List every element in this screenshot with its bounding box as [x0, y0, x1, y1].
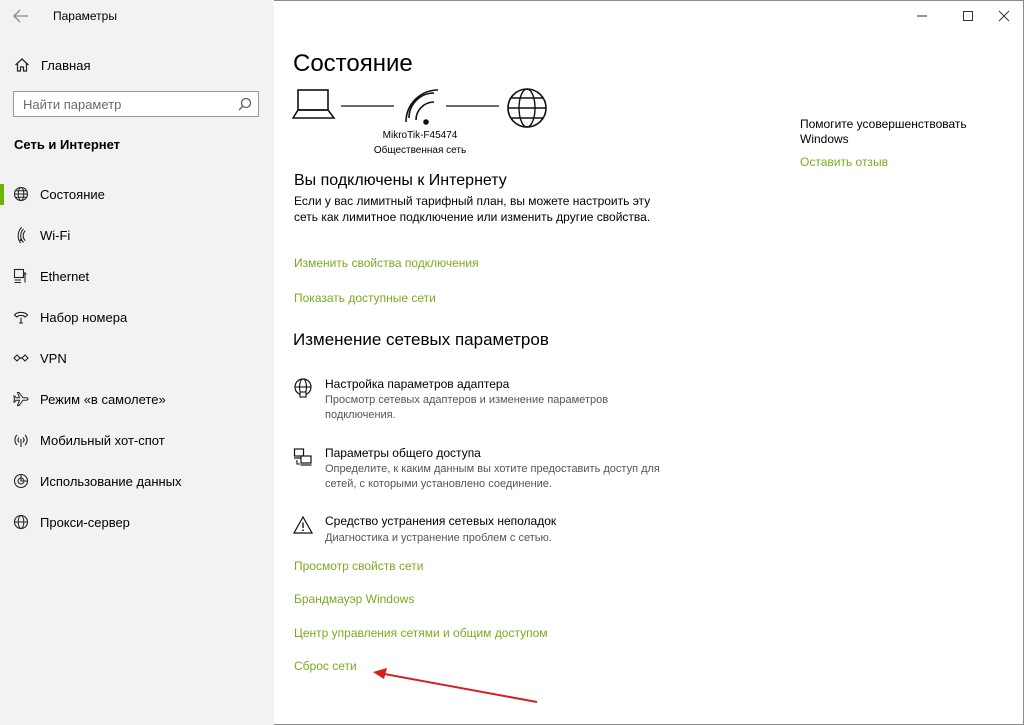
- sharing-settings-title[interactable]: Параметры общего доступа: [325, 446, 481, 460]
- windows-firewall-link[interactable]: Брандмауэр Windows: [294, 592, 415, 606]
- sidebar-item-label: Мобильный хот-спот: [40, 433, 165, 448]
- help-improve-text: Помогите усовершенствовать Windows: [800, 117, 967, 146]
- annotation-arrow-icon: [365, 664, 545, 709]
- sidebar-item-airplane[interactable]: [0, 384, 274, 414]
- adapter-settings-title[interactable]: Настройка параметров адаптера: [325, 377, 510, 391]
- connected-text: Если у вас лимитный тарифный план, вы можете настроить эту сеть как лимитное подключение или изменить другие свойства.: [294, 194, 651, 224]
- titlebar-left: [0, 0, 274, 32]
- sidebar-item-vpn[interactable]: [0, 343, 274, 373]
- network-name: MikroTik-F45474: [382, 130, 458, 141]
- minimize-icon: [916, 10, 928, 22]
- troubleshooter-desc: Диагностика и устранение проблем с сетью.: [325, 532, 552, 544]
- sidebar: [0, 0, 274, 725]
- adapter-globe-icon: [293, 378, 313, 398]
- app-title: Параметры: [53, 9, 117, 23]
- airplane-icon: [13, 391, 29, 407]
- network-sharing-center-link[interactable]: Центр управления сетями и общим доступом: [294, 626, 548, 640]
- sidebar-item-status[interactable]: [0, 179, 274, 209]
- troubleshooter-title[interactable]: Средство устранения сетевых неполадок: [325, 514, 557, 528]
- minimize-button[interactable]: [905, 0, 939, 32]
- page-title: Состояние: [293, 50, 413, 77]
- wifi-icon: [13, 227, 29, 243]
- sidebar-item-dialup[interactable]: [0, 302, 274, 332]
- status-globe-icon: [13, 186, 29, 202]
- sidebar-item-wifi[interactable]: [0, 220, 274, 250]
- sidebar-item-label: Режим «в самолете»: [40, 392, 166, 407]
- sidebar-item-label: Использование данных: [40, 474, 182, 489]
- hotspot-icon: [13, 432, 29, 448]
- warning-icon: [293, 515, 313, 535]
- show-available-networks-link[interactable]: Показать доступные сети: [294, 291, 436, 305]
- sidebar-item-label: Ethernet: [40, 269, 90, 284]
- maximize-button[interactable]: [951, 0, 985, 32]
- sidebar-item-label: Набор номера: [40, 310, 128, 325]
- network-type: Общественная сеть: [373, 145, 467, 156]
- back-arrow-icon[interactable]: [13, 9, 29, 23]
- dialup-icon: [13, 309, 29, 325]
- globe-icon: [13, 514, 29, 530]
- change-connection-properties-link[interactable]: Изменить свойства подключения: [294, 256, 479, 270]
- search-placeholder: Найти параметр: [23, 97, 122, 112]
- sidebar-item-label: Состояние: [40, 187, 105, 202]
- leave-feedback-link[interactable]: Оставить отзыв: [800, 155, 888, 169]
- vpn-icon: [13, 350, 29, 366]
- sidebar-item-proxy[interactable]: [0, 507, 274, 537]
- change-settings-heading: Изменение сетевых параметров: [293, 330, 549, 349]
- active-indicator: [0, 184, 4, 205]
- nav-home-label: Главная: [41, 58, 91, 73]
- sidebar-item-label: VPN: [40, 351, 67, 366]
- sidebar-section-title: Сеть и Интернет: [14, 137, 121, 152]
- sidebar-item-hotspot[interactable]: [0, 425, 274, 455]
- connected-heading: Вы подключены к Интернету: [294, 172, 507, 189]
- home-icon: [14, 57, 30, 73]
- search-input[interactable]: [13, 91, 259, 117]
- sidebar-item-label: Wi-Fi: [40, 228, 71, 243]
- wifi-signal-icon: [406, 90, 438, 125]
- ethernet-icon: [13, 268, 29, 284]
- maximize-icon: [962, 10, 974, 22]
- sidebar-item-ethernet[interactable]: [0, 261, 274, 291]
- nav-home[interactable]: [0, 52, 274, 78]
- search-icon[interactable]: [238, 97, 252, 111]
- view-network-properties-link[interactable]: Просмотр свойств сети: [294, 559, 424, 573]
- close-icon: [998, 10, 1010, 22]
- data-usage-icon: [13, 473, 29, 489]
- sidebar-item-data-usage[interactable]: [0, 466, 274, 496]
- sidebar-item-label: Прокси-сервер: [40, 515, 130, 530]
- computer-icon: [293, 90, 334, 118]
- sharing-icon: [293, 447, 313, 467]
- close-button[interactable]: [987, 0, 1021, 32]
- adapter-settings-desc: Просмотр сетевых адаптеров и изменение параметров подключения.: [325, 394, 609, 421]
- internet-globe-icon: [508, 89, 546, 127]
- network-reset-link[interactable]: Сброс сети: [294, 659, 357, 673]
- sharing-settings-desc: Определите, к каким данным вы хотите предоставить доступ для сетей, с которыми установлено соединение.: [325, 463, 660, 490]
